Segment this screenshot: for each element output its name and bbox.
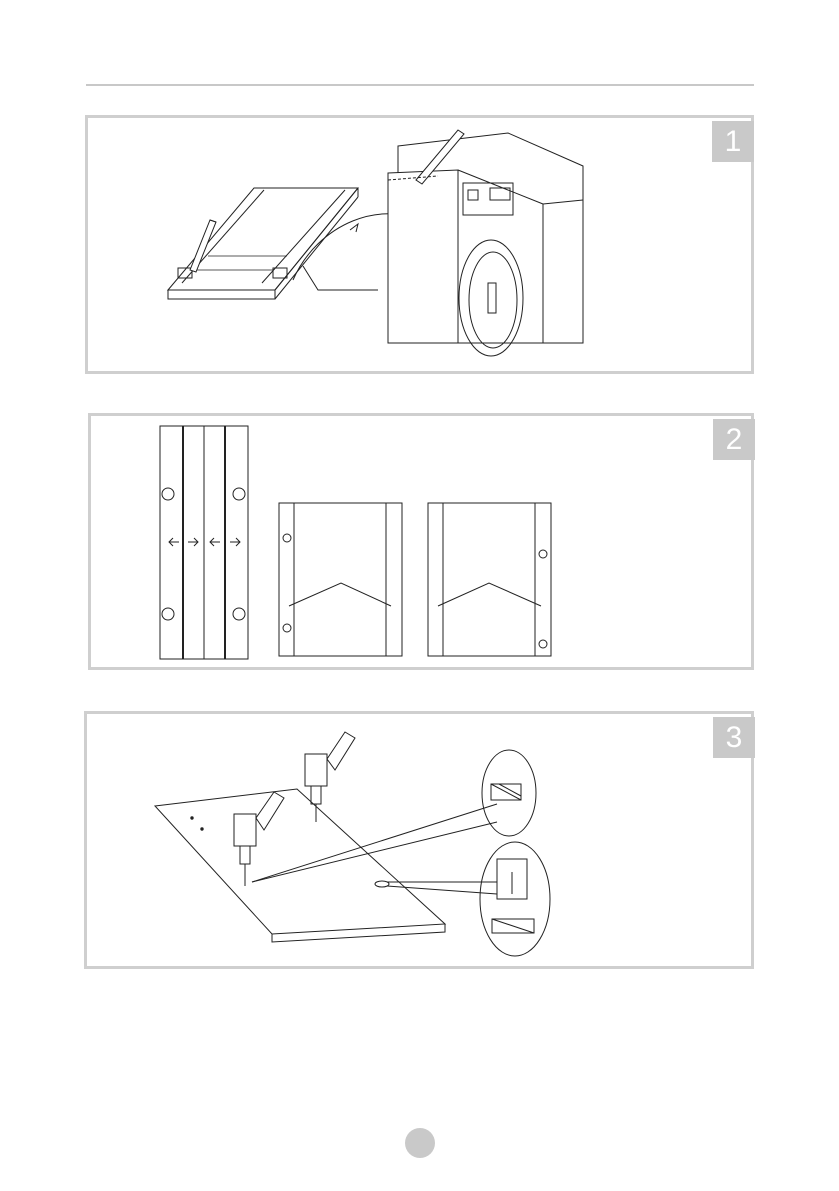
step-3-badge: 3 [713, 717, 755, 758]
step-2-illustration [91, 416, 751, 667]
step-2-badge: 2 [713, 419, 755, 460]
step-2-panel [88, 413, 754, 670]
step-3-illustration [87, 714, 751, 966]
step-1-panel [85, 115, 754, 374]
header-rule [86, 84, 754, 86]
drill-board [155, 789, 445, 934]
step-1-illustration [88, 118, 751, 371]
page-number-dot [405, 1128, 435, 1158]
door-panel-a [279, 503, 402, 656]
door-panel-b [428, 503, 551, 656]
step-1-badge: 1 [712, 121, 754, 162]
step-3-panel [84, 711, 754, 969]
drill-2-icon [234, 792, 284, 886]
pencil-icon [190, 220, 216, 272]
drill-1-icon [305, 732, 355, 822]
door-panel-flat [168, 188, 358, 290]
